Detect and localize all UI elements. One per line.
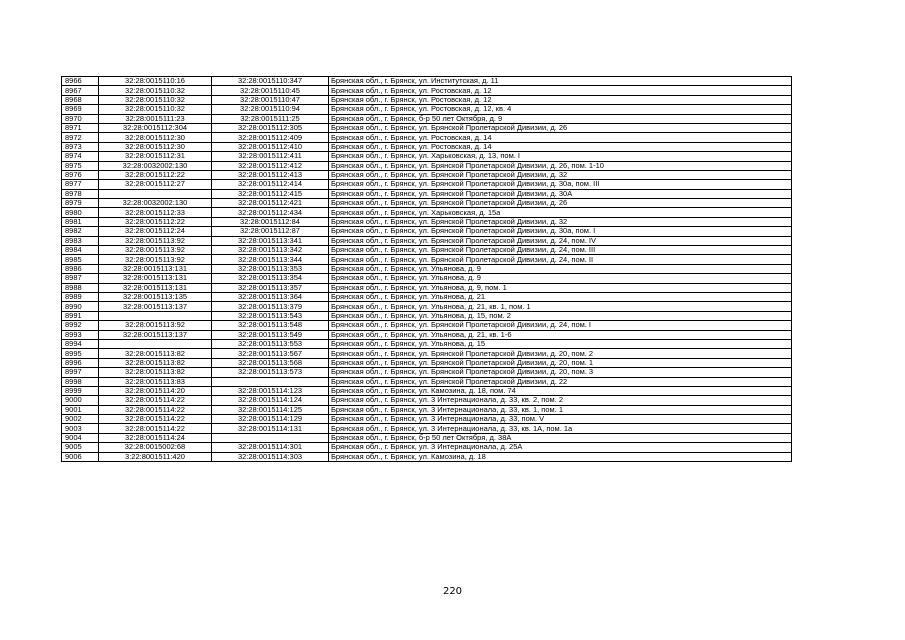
table-row xyxy=(62,199,792,208)
building-number-cell: 32:28:0015114:131 xyxy=(212,424,329,433)
page-number: 220 xyxy=(442,586,463,597)
building-number-cell xyxy=(212,377,329,386)
table-row xyxy=(62,246,792,255)
table-row xyxy=(62,274,792,283)
row-number-cell: 9005 xyxy=(62,443,99,452)
row-number-cell: 8981 xyxy=(62,217,99,226)
land-parcel-number-cell: 32:28:0015110:16 xyxy=(99,77,212,86)
table-row xyxy=(62,123,792,132)
row-number-cell: 8992 xyxy=(62,321,99,330)
row-number-cell: 8988 xyxy=(62,283,99,292)
table-row xyxy=(62,86,792,95)
address-cell: Брянская обл., г. Брянск, ул. Ульянова, д. 9 xyxy=(329,264,792,273)
row-number-cell: 8984 xyxy=(62,246,99,255)
land-parcel-number-cell: 32:28:0015113:83 xyxy=(99,377,212,386)
table-row xyxy=(62,292,792,301)
land-parcel-number-cell: 32:28:0015112:24 xyxy=(99,227,212,236)
table-row xyxy=(62,217,792,226)
row-number-cell: 8969 xyxy=(62,105,99,114)
row-number-cell: 8990 xyxy=(62,302,99,311)
table-row xyxy=(62,170,792,179)
building-number-cell: 32:28:0015110:347 xyxy=(212,77,329,86)
table-row xyxy=(62,227,792,236)
row-number-cell: 8971 xyxy=(62,123,99,132)
building-number-cell: 32:28:0015113:553 xyxy=(212,339,329,348)
address-cell: Брянская обл., г. Брянск, ул. Ульянова, д. 15 xyxy=(329,339,792,348)
building-number-cell: 32:28:0015113:568 xyxy=(212,358,329,367)
address-cell: Брянская обл., г. Брянск, б-р 50 лет Октября, д. 9 xyxy=(329,114,792,123)
row-number-cell: 8993 xyxy=(62,330,99,339)
table-row xyxy=(62,264,792,273)
land-parcel-number-cell: 32:28:0015113:131 xyxy=(99,264,212,273)
address-cell: Брянская обл., г. Брянск, ул. 3 Интернационала, д. 25А xyxy=(329,443,792,452)
address-cell: Брянская обл., г. Брянск, ул. Ульянова, д. 21, кв. 1, пом. 1 xyxy=(329,302,792,311)
building-number-cell: 32:28:0015113:548 xyxy=(212,321,329,330)
land-parcel-number-cell: 32:28:0015113:92 xyxy=(99,321,212,330)
table-row xyxy=(62,330,792,339)
address-cell: Брянская обл., г. Брянск, ул. Ростовская, д. 12 xyxy=(329,86,792,95)
land-parcel-number-cell: 3:22:8001511:420 xyxy=(99,452,212,461)
row-number-cell: 8998 xyxy=(62,377,99,386)
table-row xyxy=(62,77,792,86)
row-number-cell: 8996 xyxy=(62,358,99,367)
land-parcel-number-cell xyxy=(99,311,212,320)
address-cell: Брянская обл., г. Брянск, ул. 3 Интернационала, д. 33, пом. V xyxy=(329,415,792,424)
land-parcel-number-cell: 32:28:0015113:92 xyxy=(99,255,212,264)
building-number-cell: 32:28:0015113:567 xyxy=(212,349,329,358)
table-row xyxy=(62,433,792,442)
table-row xyxy=(62,386,792,395)
land-parcel-number-cell: 32:28:0015114:22 xyxy=(99,424,212,433)
address-cell: Брянская обл., г. Брянск, ул. Брянской Пролетарской Дивизии, д. 20, пом. 1 xyxy=(329,358,792,367)
row-number-cell: 8985 xyxy=(62,255,99,264)
building-number-cell: 32:28:0015112:413 xyxy=(212,170,329,179)
table-row xyxy=(62,302,792,311)
table-row xyxy=(62,161,792,170)
address-cell: Брянская обл., г. Брянск, ул. 3 Интернационала, д. 33, кв. 1, пом. 1 xyxy=(329,405,792,414)
address-cell: Брянская обл., г. Брянск, б-р 50 лет Октября, д. 38А xyxy=(329,433,792,442)
land-parcel-number-cell: 32:28:0015112:304 xyxy=(99,123,212,132)
row-number-cell: 8991 xyxy=(62,311,99,320)
address-cell: Брянская обл., г. Брянск, ул. Брянской Пролетарской Дивизии, д. 26, пом. 1-10 xyxy=(329,161,792,170)
building-number-cell: 32:28:0015112:411 xyxy=(212,152,329,161)
building-number-cell: 32:28:0015112:305 xyxy=(212,123,329,132)
building-number-cell: 32:28:0015113:379 xyxy=(212,302,329,311)
building-number-cell: 32:28:0015114:123 xyxy=(212,386,329,395)
row-number-cell: 8966 xyxy=(62,77,99,86)
building-number-cell: 32:28:0015113:549 xyxy=(212,330,329,339)
land-parcel-number-cell: 32:28:0015113:131 xyxy=(99,283,212,292)
land-parcel-number-cell: 32:28:0015110:32 xyxy=(99,95,212,104)
address-cell: Брянская обл., г. Брянск, ул. Ульянова, д. 21 xyxy=(329,292,792,301)
building-number-cell: 32:28:0015112:84 xyxy=(212,217,329,226)
building-number-cell: 32:28:0015112:414 xyxy=(212,180,329,189)
address-cell: Брянская обл., г. Брянск, ул. Харьковская, д. 13, пом. I xyxy=(329,152,792,161)
building-number-cell: 32:28:0015112:434 xyxy=(212,208,329,217)
table-body xyxy=(62,77,792,462)
table-row xyxy=(62,180,792,189)
table-row xyxy=(62,142,792,151)
table-row xyxy=(62,424,792,433)
building-number-cell: 32:28:0015114:125 xyxy=(212,405,329,414)
table-row xyxy=(62,95,792,104)
address-cell: Брянская обл., г. Брянск, ул. Брянской Пролетарской Дивизии, д. 30а, пом. I xyxy=(329,227,792,236)
address-cell: Брянская обл., г. Брянск, ул. Ростовская, д. 12, кв. 4 xyxy=(329,105,792,114)
address-cell: Брянская обл., г. Брянск, ул. Брянской Пролетарской Дивизии, д. 32 xyxy=(329,170,792,179)
land-parcel-number-cell: 32:28:0015110:32 xyxy=(99,86,212,95)
table-row xyxy=(62,105,792,114)
land-parcel-number-cell: 32:28:0032002:130 xyxy=(99,161,212,170)
building-number-cell: 32:28:0015110:47 xyxy=(212,95,329,104)
land-parcel-number-cell: 32:28:0015114:22 xyxy=(99,415,212,424)
table-row xyxy=(62,452,792,461)
row-number-cell: 8994 xyxy=(62,339,99,348)
address-cell: Брянская обл., г. Брянск, ул. Ульянова, д. 9, пом. 1 xyxy=(329,283,792,292)
land-parcel-number-cell: 32:28:0015113:92 xyxy=(99,246,212,255)
row-number-cell: 8983 xyxy=(62,236,99,245)
table-row xyxy=(62,208,792,217)
building-number-cell: 32:28:0015112:409 xyxy=(212,133,329,142)
address-cell: Брянская обл., г. Брянск, ул. Брянской Пролетарской Дивизии, д. 24, пом. I xyxy=(329,321,792,330)
row-number-cell: 8999 xyxy=(62,386,99,395)
building-number-cell: 32:28:0015112:87 xyxy=(212,227,329,236)
land-parcel-number-cell: 32:28:0015112:27 xyxy=(99,180,212,189)
address-cell: Брянская обл., г. Брянск, ул. Брянской Пролетарской Дивизии, д. 22 xyxy=(329,377,792,386)
building-number-cell: 32:28:0015113:357 xyxy=(212,283,329,292)
building-number-cell: 32:28:0015113:341 xyxy=(212,236,329,245)
building-number-cell: 32:28:0015112:410 xyxy=(212,142,329,151)
land-parcel-number-cell: 32:28:0015112:33 xyxy=(99,208,212,217)
land-parcel-number-cell: 32:28:0015113:137 xyxy=(99,330,212,339)
building-number-cell: 32:28:0015114:301 xyxy=(212,443,329,452)
land-parcel-number-cell: 32:28:0015111:23 xyxy=(99,114,212,123)
row-number-cell: 8972 xyxy=(62,133,99,142)
row-number-cell: 8970 xyxy=(62,114,99,123)
address-cell: Брянская обл., г. Брянск, ул. Брянской Пролетарской Дивизии, д. 32 xyxy=(329,217,792,226)
land-parcel-number-cell: 32:28:0015112:22 xyxy=(99,170,212,179)
land-parcel-number-cell: 32:28:0015113:135 xyxy=(99,292,212,301)
row-number-cell: 9000 xyxy=(62,396,99,405)
address-cell: Брянская обл., г. Брянск, ул. Камозина, д. 18 xyxy=(329,452,792,461)
row-number-cell: 8989 xyxy=(62,292,99,301)
address-cell: Брянская обл., г. Брянск, ул. Брянской Пролетарской Дивизии, д. 30а, пом. III xyxy=(329,180,792,189)
table-row xyxy=(62,368,792,377)
row-number-cell: 8986 xyxy=(62,264,99,273)
table-row xyxy=(62,396,792,405)
land-parcel-number-cell: 32:28:0015114:24 xyxy=(99,433,212,442)
table-row xyxy=(62,236,792,245)
land-parcel-number-cell: 32:28:0015113:137 xyxy=(99,302,212,311)
address-cell: Брянская обл., г. Брянск, ул. Ульянова, д. 21, кв. 1-6 xyxy=(329,330,792,339)
building-number-cell xyxy=(212,433,329,442)
row-number-cell: 9006 xyxy=(62,452,99,461)
table-row xyxy=(62,339,792,348)
address-cell: Брянская обл., г. Брянск, ул. Брянской Пролетарской Дивизии, д. 26 xyxy=(329,123,792,132)
address-cell: Брянская обл., г. Брянск, ул. 3 Интернационала, д. 33, кв. 1А, пом. 1а xyxy=(329,424,792,433)
building-number-cell: 32:28:0015114:129 xyxy=(212,415,329,424)
address-cell: Брянская обл., г. Брянск, ул. Брянской Пролетарской Дивизии, д. 30А xyxy=(329,189,792,198)
building-number-cell: 32:28:0015110:94 xyxy=(212,105,329,114)
table-row xyxy=(62,114,792,123)
table-row xyxy=(62,358,792,367)
building-number-cell: 32:28:0015112:412 xyxy=(212,161,329,170)
address-cell: Брянская обл., г. Брянск, ул. Брянской Пролетарской Дивизии, д. 24, пом. II xyxy=(329,255,792,264)
building-number-cell: 32:28:0015112:421 xyxy=(212,199,329,208)
address-cell: Брянская обл., г. Брянск, ул. Брянской Пролетарской Дивизии, д. 20, пом. 3 xyxy=(329,368,792,377)
land-parcel-number-cell: 32:28:0015113:82 xyxy=(99,368,212,377)
land-parcel-number-cell: 32:28:0015113:82 xyxy=(99,358,212,367)
building-number-cell: 32:28:0015114:124 xyxy=(212,396,329,405)
table-row xyxy=(62,349,792,358)
land-parcel-number-cell: 32:28:0015113:131 xyxy=(99,274,212,283)
row-number-cell: 8980 xyxy=(62,208,99,217)
address-cell: Брянская обл., г. Брянск, ул. Институтская, д. 11 xyxy=(329,77,792,86)
land-parcel-number-cell: 32:28:0015002:68 xyxy=(99,443,212,452)
land-parcel-number-cell: 32:28:0032002:130 xyxy=(99,199,212,208)
table-row xyxy=(62,377,792,386)
row-number-cell: 8968 xyxy=(62,95,99,104)
building-number-cell: 32:28:0015113:344 xyxy=(212,255,329,264)
row-number-cell: 8979 xyxy=(62,199,99,208)
land-parcel-number-cell xyxy=(99,189,212,198)
table-row xyxy=(62,255,792,264)
address-cell: Брянская обл., г. Брянск, ул. Ростовская, д. 12 xyxy=(329,95,792,104)
building-number-cell: 32:28:0015113:342 xyxy=(212,246,329,255)
building-number-cell: 32:28:0015113:364 xyxy=(212,292,329,301)
row-number-cell: 8976 xyxy=(62,170,99,179)
address-cell: Брянская обл., г. Брянск, ул. Ульянова, д. 9 xyxy=(329,274,792,283)
land-parcel-number-cell: 32:28:0015114:22 xyxy=(99,396,212,405)
land-parcel-number-cell: 32:28:0015112:30 xyxy=(99,142,212,151)
table-row xyxy=(62,443,792,452)
row-number-cell: 8967 xyxy=(62,86,99,95)
land-parcel-number-cell: 32:28:0015112:22 xyxy=(99,217,212,226)
land-parcel-number-cell: 32:28:0015114:20 xyxy=(99,386,212,395)
building-number-cell: 32:28:0015114:303 xyxy=(212,452,329,461)
building-number-cell: 32:28:0015113:573 xyxy=(212,368,329,377)
row-number-cell: 8978 xyxy=(62,189,99,198)
building-number-cell: 32:28:0015110:45 xyxy=(212,86,329,95)
land-parcel-number-cell xyxy=(99,339,212,348)
row-number-cell: 9003 xyxy=(62,424,99,433)
address-cell: Брянская обл., г. Брянск, ул. Харьковская, д. 15а xyxy=(329,208,792,217)
land-parcel-number-cell: 32:28:0015112:30 xyxy=(99,133,212,142)
building-number-cell: 32:28:0015113:353 xyxy=(212,264,329,273)
table-row xyxy=(62,321,792,330)
table-row xyxy=(62,152,792,161)
row-number-cell: 8973 xyxy=(62,142,99,151)
row-number-cell: 8982 xyxy=(62,227,99,236)
table-row xyxy=(62,283,792,292)
table-row xyxy=(62,133,792,142)
building-number-cell: 32:28:0015113:543 xyxy=(212,311,329,320)
row-number-cell: 8975 xyxy=(62,161,99,170)
building-number-cell: 32:28:0015111:25 xyxy=(212,114,329,123)
land-parcel-number-cell: 32:28:0015112:31 xyxy=(99,152,212,161)
row-number-cell: 9001 xyxy=(62,405,99,414)
address-cell: Брянская обл., г. Брянск, ул. Ростовская, д. 14 xyxy=(329,142,792,151)
row-number-cell: 8987 xyxy=(62,274,99,283)
table-row xyxy=(62,311,792,320)
address-cell: Брянская обл., г. Брянск, ул. Ростовская, д. 14 xyxy=(329,133,792,142)
row-number-cell: 9002 xyxy=(62,415,99,424)
row-number-cell: 9004 xyxy=(62,433,99,442)
address-cell: Брянская обл., г. Брянск, ул. 3 Интернационала, д. 33, кв. 2, пом. 2 xyxy=(329,396,792,405)
row-number-cell: 8997 xyxy=(62,368,99,377)
address-cell: Брянская обл., г. Брянск, ул. Камозина, д. 18, пом. 74 xyxy=(329,386,792,395)
land-parcel-number-cell: 32:28:0015113:82 xyxy=(99,349,212,358)
table-row xyxy=(62,415,792,424)
table-row xyxy=(62,189,792,198)
building-number-cell: 32:28:0015112:415 xyxy=(212,189,329,198)
row-number-cell: 8974 xyxy=(62,152,99,161)
row-number-cell: 8995 xyxy=(62,349,99,358)
cadastral-table xyxy=(61,76,792,462)
land-parcel-number-cell: 32:28:0015114:22 xyxy=(99,405,212,414)
address-cell: Брянская обл., г. Брянск, ул. Ульянова, д. 15, пом. 2 xyxy=(329,311,792,320)
address-cell: Брянская обл., г. Брянск, ул. Брянской Пролетарской Дивизии, д. 20, пом. 2 xyxy=(329,349,792,358)
land-parcel-number-cell: 32:28:0015113:92 xyxy=(99,236,212,245)
address-cell: Брянская обл., г. Брянск, ул. Брянской Пролетарской Дивизии, д. 24, пом. III xyxy=(329,246,792,255)
table-row xyxy=(62,405,792,414)
building-number-cell: 32:28:0015113:354 xyxy=(212,274,329,283)
land-parcel-number-cell: 32:28:0015110:32 xyxy=(99,105,212,114)
address-cell: Брянская обл., г. Брянск, ул. Брянской Пролетарской Дивизии, д. 26 xyxy=(329,199,792,208)
address-cell: Брянская обл., г. Брянск, ул. Брянской Пролетарской Дивизии, д. 24, пом. IV xyxy=(329,236,792,245)
row-number-cell: 8977 xyxy=(62,180,99,189)
